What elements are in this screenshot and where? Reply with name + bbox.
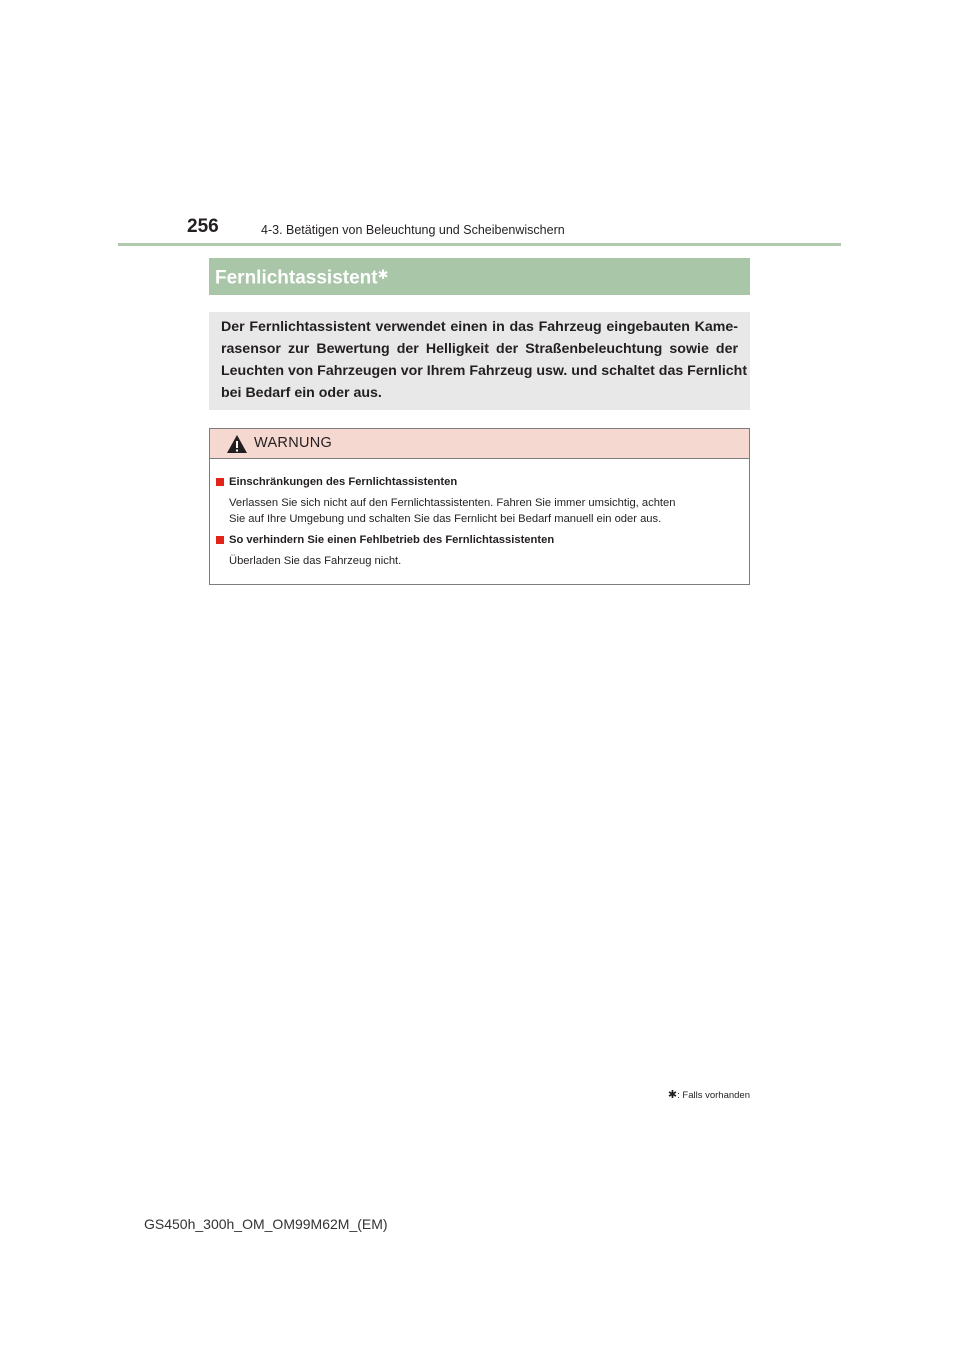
intro-line: Der Fernlichtassistent verwendet einen in das Fahrzeug eingebauten Kame- <box>221 319 738 335</box>
optional-equipment-marker: ✱ <box>377 267 389 282</box>
warning-item-line: Sie auf Ihre Umgebung und schalten Sie das Fernlicht bei Bedarf manuell ein oder aus. <box>229 513 662 525</box>
warning-label: WARNUNG <box>254 435 333 451</box>
section-title: 4-3. Betätigen von Beleuchtung und Scheibenwischern <box>261 223 565 237</box>
warning-box <box>209 428 750 585</box>
footnote-marker: ✱ <box>667 1089 678 1101</box>
intro-box <box>209 312 750 410</box>
intro-line: bei Bedarf ein oder aus. <box>221 385 382 401</box>
title-band <box>209 258 750 295</box>
document-code: GS450h_300h_OM_OM99M62M_(EM) <box>144 1216 388 1232</box>
warning-item-line: Verlassen Sie sich nicht auf den Fernlichtassistenten. Fahren Sie immer umsichtig, achten <box>229 497 676 509</box>
intro-line: rasensor zur Bewertung der Helligkeit der Straßenbeleuchtung sowie der <box>221 341 738 357</box>
warning-triangle-icon <box>226 434 248 454</box>
intro-line: Leuchten von Fahrzeugen vor Ihrem Fahrzeug usw. und schaltet das Fernlicht <box>221 363 748 379</box>
page-title <box>215 264 389 289</box>
warning-item-body <box>229 553 744 569</box>
warning-item-body <box>229 495 744 527</box>
page-title-text: Fernlichtassistent <box>215 267 378 289</box>
warning-item-heading: Einschränkungen des Fernlichtassistenten <box>229 476 458 488</box>
red-square-bullet-icon <box>216 536 224 544</box>
warning-item-line: Überladen Sie das Fahrzeug nicht. <box>229 555 402 567</box>
warning-item-heading: So verhindern Sie einen Fehlbetrieb des Fernlichtassistenten <box>229 534 555 546</box>
page-number: 256 <box>187 216 219 237</box>
footnote <box>665 1088 750 1101</box>
header-rule <box>118 243 841 246</box>
red-square-bullet-icon <box>216 478 224 486</box>
warning-header <box>210 429 749 459</box>
page-header <box>118 214 841 246</box>
footnote-text: : Falls vorhanden <box>677 1090 750 1101</box>
